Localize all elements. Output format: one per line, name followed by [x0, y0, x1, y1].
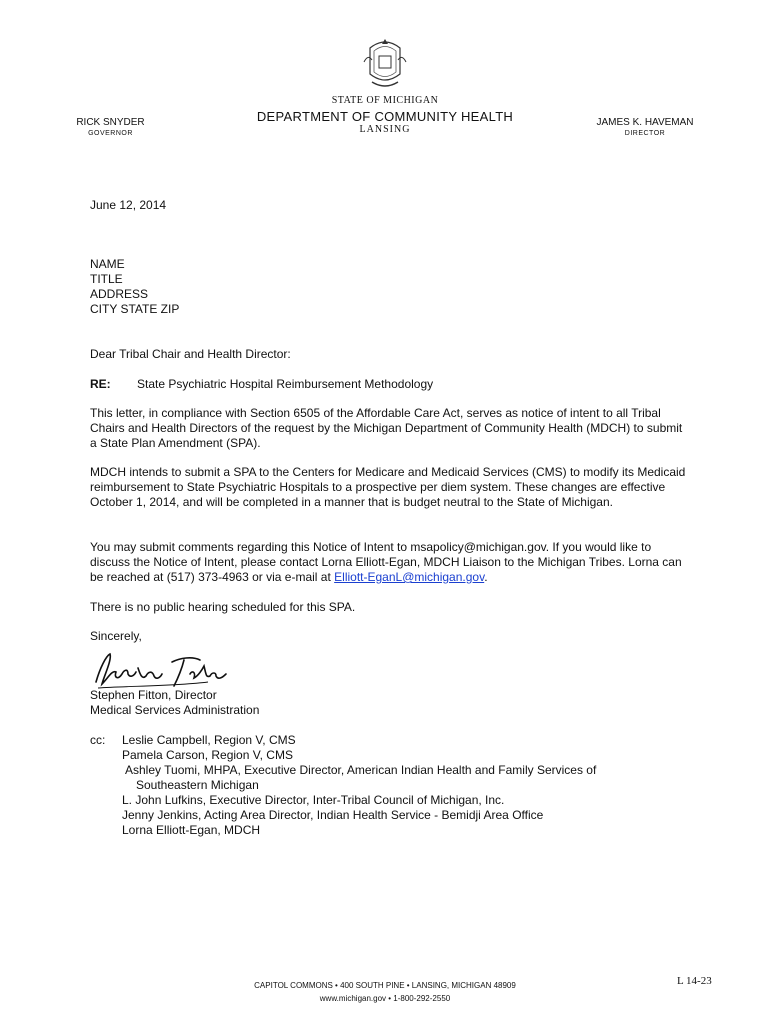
paragraph-intent: MDCH intends to submit a SPA to the Centers for Medicare and Medicaid Services (CMS) to modify its Medicaid reimbursement to State Psychiatric Hospitals to a prospective per diem system. These changes are effective October 1, 2014, and will be completed in a manner that is budget neutral to the State of Michigan. — [90, 465, 686, 509]
cc-list — [122, 733, 682, 838]
cc-recipient: Jenny Jenkins, Acting Area Director, Indian Health Service - Bemidji Area Office — [122, 808, 544, 822]
re-subject: State Psychiatric Hospital Reimbursement Methodology — [137, 377, 434, 391]
address-line: NAME — [90, 257, 125, 271]
paragraph-hearing: There is no public hearing scheduled for this SPA. — [90, 600, 356, 614]
director-name: JAMES K. HAVEMAN — [596, 117, 694, 128]
department-city: LANSING — [359, 124, 411, 135]
cc-recipient: L. John Lufkins, Executive Director, Inter-Tribal Council of Michigan, Inc. — [122, 793, 505, 807]
comments-text: You may submit comments regarding this Notice of Intent to msapolicy@michigan.gov. If you would like to discuss the Notice of Intent, please contact Lorna Elliott-Egan, MDCH Liaison to the Michigan Tribes. Lorna can be reached at (517) 373-4963 or via e-mail at — [90, 540, 682, 584]
document-id: L 14-23 — [677, 975, 712, 987]
paragraph-comments — [90, 540, 690, 585]
director-block — [590, 117, 700, 139]
closing: Sincerely, — [90, 629, 142, 643]
cc-recipient: Lorna Elliott-Egan, MDCH — [122, 823, 261, 837]
signer-office: Medical Services Administration — [90, 703, 260, 717]
governor-title: GOVERNOR — [88, 130, 133, 137]
paragraph-notice: This letter, in compliance with Section 6505 of the Affordable Care Act, serves as notice of intent to all Tribal Chairs and Health Directors of the request by the Michigan Department of Community Health (MDCH) to submit a State Plan Amendment (SPA). — [90, 406, 683, 450]
state-seal-icon — [360, 34, 410, 94]
signer-name: Stephen Fitton, Director — [90, 688, 217, 702]
page-footer — [0, 979, 770, 1005]
comments-end: . — [484, 570, 488, 584]
governor-name: RICK SNYDER — [76, 117, 145, 128]
signature-image — [88, 648, 238, 692]
address-line: TITLE — [90, 272, 123, 286]
recipient-address — [90, 257, 690, 317]
cc-recipient: Pamela Carson, Region V, CMS — [122, 748, 293, 762]
salutation: Dear Tribal Chair and Health Director: — [90, 347, 291, 361]
cc-recipient: Ashley Tuomi, MHPA, Executive Director, American Indian Health and Family Services of — [125, 763, 597, 777]
governor-block — [68, 117, 153, 139]
director-title: DIRECTOR — [624, 130, 666, 137]
re-label: RE: — [90, 377, 111, 391]
address-line: CITY STATE ZIP — [90, 302, 180, 316]
cc-recipient-continued: Southeastern Michigan — [136, 778, 259, 792]
address-line: ADDRESS — [90, 287, 149, 301]
letter-date: June 12, 2014 — [90, 198, 167, 212]
email-link[interactable]: Elliott-EganL@michigan.gov — [334, 570, 485, 584]
cc-recipient: Leslie Campbell, Region V, CMS — [122, 733, 296, 747]
department-name: DEPARTMENT OF COMMUNITY HEALTH — [256, 109, 514, 124]
state-name: STATE OF MICHIGAN — [331, 95, 439, 106]
footer-contact: www.michigan.gov • 1-800-292-2550 — [319, 994, 451, 1003]
cc-label: cc: — [90, 733, 106, 747]
footer-address: CAPITOL COMMONS • 400 SOUTH PINE • LANSING, MICHIGAN 48909 — [254, 981, 516, 990]
signer-block — [90, 688, 690, 718]
